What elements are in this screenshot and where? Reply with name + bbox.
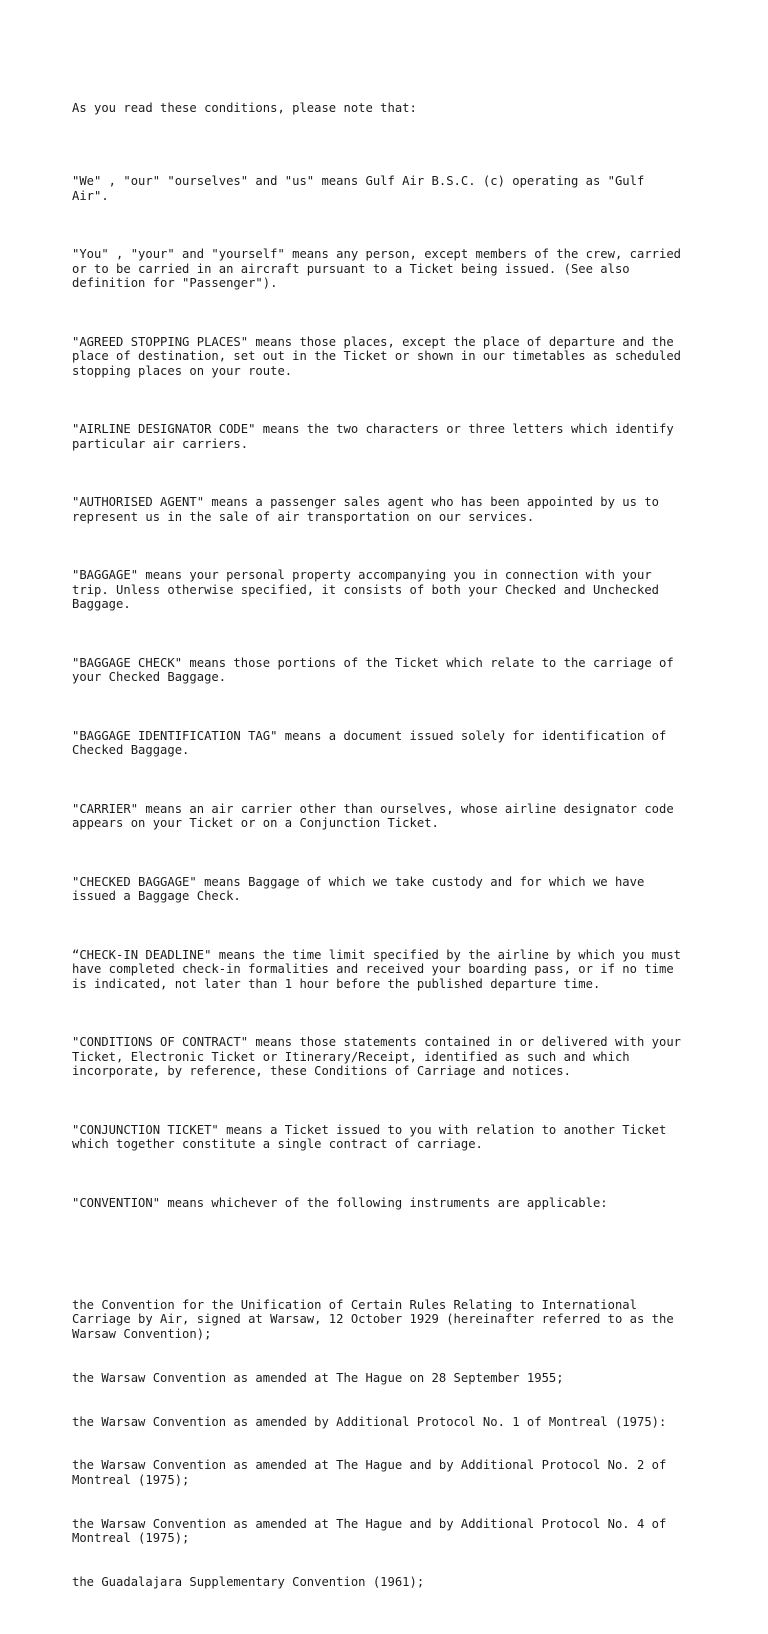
intro-text: As you read these conditions, please note that:	[72, 101, 417, 116]
definition-check-in-deadline: “CHECK-IN DEADLINE" means the time limit specified by the airline by which you must have completed check-in formalities and received your boarding pass, or if no time is indicated, not later than 1 hour before the published departure time.	[72, 947, 682, 991]
document-page	[72, 72, 712, 1634]
definition-authorised-agent: "AUTHORISED AGENT" means a passenger sales agent who has been appointed by us to represent us in the sale of air transportation on our services.	[72, 495, 659, 524]
convention-list-item: the Warsaw Convention as amended at The Hague on 28 September 1955;	[72, 1370, 564, 1385]
convention-list-item: the Warsaw Convention as amended by Additional Protocol No. 1 of Montreal (1975):	[72, 1414, 667, 1429]
definition-conditions-of-contract: "CONDITIONS OF CONTRACT" means those statements contained in or delivered with your Ticket, Electronic Ticket or Itinerary/Receipt, identified as such and which incorporate, by reference, these Conditions of Carriage and notices.	[72, 1035, 682, 1079]
definition-carrier: "CARRIER" means an air carrier other than ourselves, whose airline designator code appears on your Ticket or on a Conjunction Ticket.	[72, 801, 674, 831]
definition-baggage-identification-tag: "BAGGAGE IDENTIFICATION TAG" means a document issued solely for identification of Checked Baggage.	[72, 728, 667, 758]
convention-list	[72, 1269, 712, 1619]
definition-agreed-stopping-places: "AGREED STOPPING PLACES" means those places, except the place of departure and the place of destination, set out in the Ticket or shown in our timetables as scheduled stopping places on your route.	[72, 334, 682, 378]
convention-list-item: the Warsaw Convention as amended at The Hague and by Additional Protocol No. 2 of Montreal (1975);	[72, 1458, 667, 1487]
convention-list-item: the Guadalajara Supplementary Convention (1961);	[72, 1575, 425, 1590]
definition-convention: "CONVENTION" means whichever of the following instruments are applicable:	[72, 1195, 608, 1210]
convention-list-item: the Warsaw Convention as amended at The Hague and by Additional Protocol No. 4 of Montreal (1975);	[72, 1516, 667, 1546]
definition-you: "You" , "your" and "yourself" means any person, except members of the crew, carried or to be carried in an aircraft pursuant to a Ticket being issued. (See also definition for "Passenger").	[72, 247, 682, 291]
definition-baggage: "BAGGAGE" means your personal property accompanying you in connection with your trip. Unless otherwise specified, it consists of both your Checked and Unchecked Baggage.	[72, 568, 659, 612]
definition-airline-designator-code: "AIRLINE DESIGNATOR CODE" means the two characters or three letters which identify particular air carriers.	[72, 422, 674, 451]
definition-baggage-check: "BAGGAGE CHECK" means those portions of the Ticket which relate to the carriage of your Checked Baggage.	[72, 655, 674, 685]
convention-list-item: the Convention for the Unification of Certain Rules Relating to International Carriage by Air, signed at Warsaw, 12 October 1929 (hereinafter referred to as the Warsaw Convention);	[72, 1297, 674, 1342]
definition-we: "We" , "our" "ourselves" and "us" means Gulf Air B.S.C. (c) operating as "Gulf Air".	[72, 174, 645, 203]
definition-conjunction-ticket: "CONJUNCTION TICKET" means a Ticket issued to you with relation to another Ticket which together constitute a single contract of carriage.	[72, 1122, 667, 1152]
definition-checked-baggage: "CHECKED BAGGAGE" means Baggage of which we take custody and for which we have issued a Baggage Check.	[72, 874, 645, 904]
